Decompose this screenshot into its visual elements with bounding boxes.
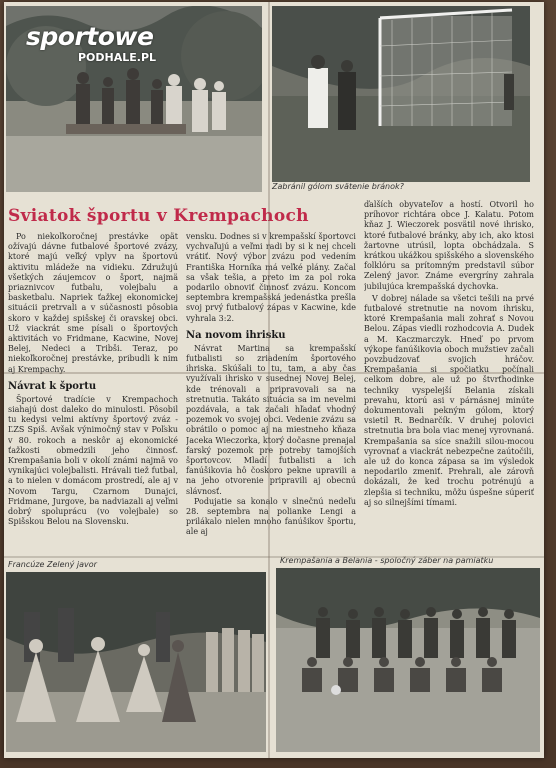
photo-team-group (276, 568, 540, 752)
article-headline: Sviatok športu v Krempachoch (8, 206, 309, 226)
caption-team-photo: Krempašania a Belania - spoločný záber na pamiatku (280, 556, 494, 565)
photo-goal-blessing (272, 6, 530, 182)
section-heading-ihrisko: Na novom ihrisku (186, 329, 286, 341)
caption-folk-dance: Francúze Zelený javor (8, 560, 97, 569)
article-column-1 (8, 232, 178, 550)
caption-goal-blessing: Zabránil gólom svätenie bránok? (272, 182, 404, 191)
article-paragraph: V dobrej nálade sa všetci tešili na prvé futbalové stretnutie na novom ihrisku, ktoré Krempašania mali zohrať s Novou Belou. Zápas viedli rozhodcovia A. Dudek a M. Kaczmarczyk. Hneď po prvom výkope fanúšikovia oboch mužstiev začali povzbudzovať svojich hráčov. Krempašania si spočiatku počínali celkom dobre, ale už po štvrťhodinke techniky vyspelejší Belania získali prevahu, ktorú asi v párnásnej minúte dokumentovali pekným gólom, ktorý vsietil R. Bednarčík. V druhej polovici stretnutia bra bola viac menej vyrovnaná. Krempašania sa síce snažili silou-mocou vyrovnať a viackrát nebezpečne zaútočili, ale už do konca zápasa sa im výsledok nepodarilo zmeniť. Prehrali, ale zárovň dokázali, že ked trochu potrénujú a zlepšia si techniku, môžu úspešne súperiť aj so silnejšími tímami. (364, 293, 534, 507)
section-heading-navrat: Návrat k športu (8, 380, 97, 392)
fold-crease-horizontal (4, 372, 544, 374)
article-intro: Po niekoľkoročnej prestávke opät ožívajú dávne futbalové športové zvázy, ktoré majú veľký vplyv na športovú aktivitu mládeže na vidieku. Združujú všetkých záujemcov o šport, najmä priaznivcov futbalu, volejbalu a basketbalu. Napriek ťažkej ekonomickej situácii pretrvali a v súčasnosti pôsobia skoro v každej spišskej či oravskej obci. Už viackrát sme písali o športových aktivitách vo Fridmane, Kacwine, Novej Belej, Nedeci a Tribši. Teraz, po niekoľkoročnej prestávke, pribudli k nim aj Krempachy. (8, 232, 178, 374)
photo-folk-dance (6, 572, 266, 752)
article-paragraph: ďalších obyvateľov a hostí. Otvoril ho príhovor richtára obce J. Kalatu. Potom kňaz J. Wieczorek posvätil nové ihrisko, ktoré futbalové bránky, aby ich, ako ktosi žartovne utrúsil, lopta obchádzala. S krátkou ukážkou spišského a slovenského folklóru sa prítomným predstavil súbor Zelený javor. Známe evergríny zahrala jubilujúca krempašská dychovka. (364, 200, 534, 291)
article-paragraph: Návrat Martina sa krempašskí futbalisti so zriadením športového ihriska. Skúšali to tu, tam, a aby čas využívali ihrisko v susednej Novej Belej, kde trénovali a pripravovali sa na stretnutia. Takáto situácia sa im nevelmi pozdávala, a tak začali hľadať vhodný pozemok vo svojej obci. Vedenie zvázu sa obrátilo o pomoc aj na miestneho kňaza Jaceka Wieczorka, ktorý dočasne prenajal farský pozemok pre potreby tamojších športovcov. Mladí futbalisti a ich fanúšikovia hô čoskoro pekne upravili a na jeho otvorenie pripravili aj obecnú slávnosť. (186, 343, 356, 496)
logo-domain: PODHALE.PL (78, 51, 157, 64)
article-paragraph: Podujatie sa konalo v slnečnú nedeľu 28. septembra na polianke Lengi a prilákalo nielen mnoho fanúšikov športu, ale aj (186, 496, 356, 537)
article-paragraph: vensku. Dodnes si v krempašskí športovci vychvaľujú a veľmi radi by si k nej chceli vrátiť. Nový výbor zvázu pod vedením Františka Horníka má veľké plány. Začal sa však tešia, a preto im za pol roka podarilo obnoviť činnosť zvázu. Koncom septembra krempašská jedenástka prešla svoj prvý futbalový zápas v Kacwine, kde vyhrala 3:2. (186, 232, 356, 323)
article-column-2 (186, 232, 356, 550)
fold-crease-horizontal (4, 556, 544, 558)
fold-crease-vertical (268, 2, 270, 758)
article-paragraph: Športové tradície v Krempachoch siahajú dost daleko do minulosti. Pôsobil tu kedysi velmi aktívny športový zváz - ĽZS Spiš. Avšak výnimočný stav v Poľsku v 80. rokoch a neskôr aj ekonomické ťažkosti obmedzili jeho činnosť. Krempašania boli v okolí známi najmä vo vynikajúci volejbalisti. Hrávali tiež futbal, a to nielen v domácom prostredí, ale aj v Novom Targu, Czarnom Dunajci, Fridmane, Jurgove, ba nadviazali aj veľmi dobrý spoluprácu (vo volejbale) so Spišskou Belou na Slovensku. (8, 394, 178, 527)
site-logo (26, 22, 157, 64)
logo-wordmark: sportowe (26, 22, 154, 51)
article-column-3 (364, 200, 534, 550)
